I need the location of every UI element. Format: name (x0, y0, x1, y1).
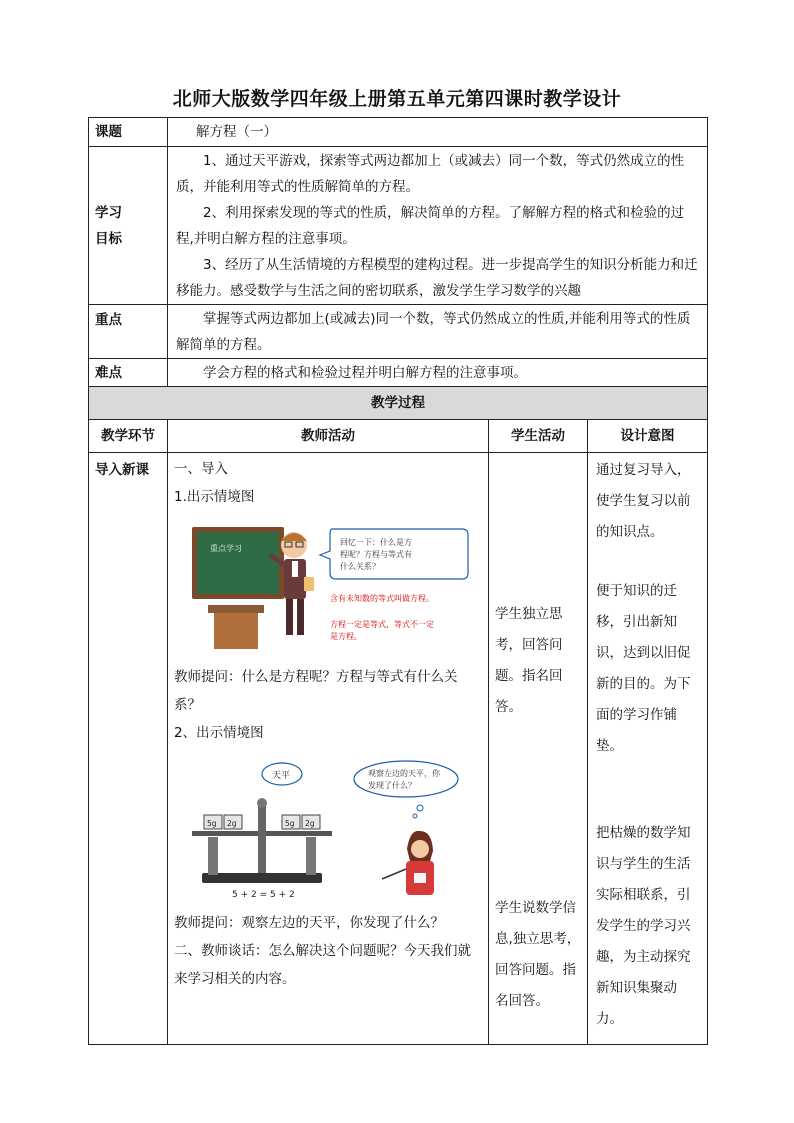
red-note-2b: 是方程。 (330, 632, 362, 641)
balance-bubble (354, 761, 458, 797)
design-text-b: 便于知识的迁移，引出新知识，达到以旧促新的目的。为下面的学习作铺垫。 (596, 583, 691, 754)
classroom-illustration (174, 517, 474, 657)
topic-row (89, 118, 708, 147)
weight-4: 2g (305, 819, 315, 828)
goal-item-2: 2、利用探索发现的等式的性质，解决简单的方程。了解解方程的格式和检验的过程,并明白解方程的注意事项。 (176, 205, 685, 247)
header-design: 设计意图 (588, 420, 708, 453)
topic-label: 课题 (89, 118, 168, 147)
bubble-line-1: 回忆一下：什么是方 (340, 538, 412, 547)
process-section-row (89, 387, 708, 420)
process-section-title: 教学过程 (89, 387, 708, 420)
teacher-line-6: 二、教师谈话：怎么解决这个问题呢？今天我们就来学习相关的内容。 (174, 943, 471, 987)
teacher-line-3: 教师提问：什么是方程呢？方程与等式有什么关系？ (174, 669, 458, 713)
difficulty-row (89, 359, 708, 387)
key-value: 掌握等式两边都加上(或减去)同一个数，等式仍然成立的性质,并能利用等式的性质解简单的方程。 (168, 305, 708, 359)
goal-item-3: 3、经历了从生活情境的方程模型的建构过程。进一步提高学生的知识分析能力和迁移能力。感受数学与生活之间的密切联系，激发学生学习数学的兴趣 (176, 257, 698, 299)
bubble-line-3: 什么关系？ (340, 562, 380, 571)
intro-row (89, 453, 708, 1045)
design-text-a: 通过复习导入，使学生复习以前的知识点。 (596, 462, 691, 540)
design-text-c: 把枯燥的数学知识与学生的生活实际相联系，引发学生的学习兴趣，为主动探究新知识集聚动力。 (596, 825, 691, 1027)
teacher-line-5: 教师提问：观察左边的天平，你发现了什么？ (174, 915, 444, 931)
chalkboard (197, 532, 279, 594)
key-row (89, 305, 708, 359)
red-note-2a: 方程一定是等式，等式不一定 (330, 620, 434, 629)
balance-bubble-1: 观察左边的天平，你 (368, 769, 440, 778)
weight-2: 2g (227, 819, 237, 828)
teacher-line-2: 1.出示情境图 (174, 489, 255, 505)
goals-label-1: 学习 (95, 204, 122, 221)
balance-bubble-2: 发现了什么？ (368, 781, 416, 790)
goals-label-2: 目标 (95, 230, 122, 247)
header-teacher: 教师活动 (168, 420, 489, 453)
design-intent (588, 453, 708, 1045)
balance-illustration (174, 753, 474, 903)
balance-equation: 5 + 2 = 5 + 2 (232, 890, 295, 900)
woman-teacher-figure (382, 831, 434, 895)
lectern-body (214, 613, 258, 649)
difficulty-label: 难点 (89, 359, 168, 387)
board-text: 重点学习 (210, 544, 242, 553)
student-text-b: 学生说数学信息,独立思考，回答问题。指名回答。 (495, 900, 581, 1009)
page-title: 北师大版数学四年级上册第五单元第四课时教学设计 (172, 88, 622, 110)
goals-label (89, 147, 168, 305)
topic-value: 解方程（一） (168, 118, 708, 147)
student-text-a: 学生独立思考，回答问题。指名回答。 (495, 606, 563, 715)
student-activity (489, 453, 588, 1045)
difficulty-value: 学会方程的格式和检验过程并明白解方程的注意事项。 (168, 359, 708, 387)
goal-item-1: 1、通过天平游戏，探索等式两边都加上（或减去）同一个数，等式仍然成立的性质，并能利用等式的性质解简单的方程。 (176, 153, 685, 195)
balance-scale (192, 798, 332, 883)
lesson-plan-table (88, 117, 708, 1045)
weight-1: 5g (207, 819, 217, 828)
stage-label: 导入新课 (89, 453, 168, 1045)
goals-value (168, 147, 708, 305)
teacher-line-4: 2、出示情境图 (174, 725, 264, 741)
teacher-activity (168, 453, 489, 1045)
process-header-row (89, 420, 708, 453)
key-label: 重点 (89, 305, 168, 359)
goals-row (89, 147, 708, 305)
red-note-1: 含有未知数的等式叫做方程。 (330, 594, 434, 603)
lectern-top (208, 605, 264, 613)
header-stage: 教学环节 (89, 420, 168, 453)
balance-tag: 天平 (272, 771, 291, 781)
teacher-line-1: 一、导入 (174, 461, 228, 477)
bubble-line-2: 程呢？方程与等式有 (340, 550, 412, 559)
header-student: 学生活动 (489, 420, 588, 453)
weight-3: 5g (285, 819, 295, 828)
